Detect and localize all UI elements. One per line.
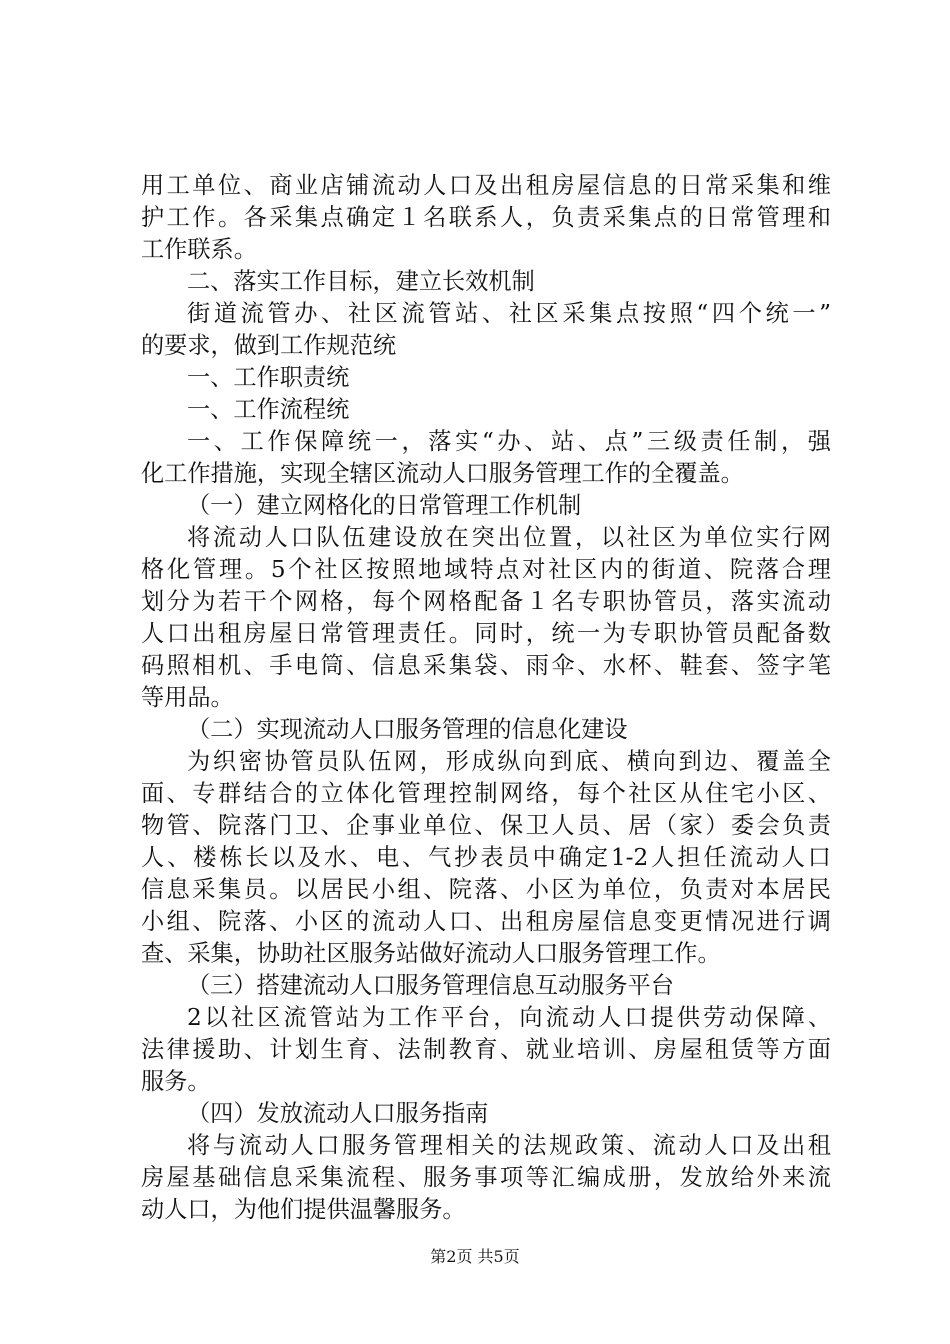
paragraph bbox=[141, 362, 831, 394]
text-line: 物管、院落门卫、企事业单位、保卫人员、居（家）委会负责 bbox=[141, 812, 831, 839]
text-line: 小组、院落、小区的流动人口、出租房屋信息变更情况进行调 bbox=[141, 908, 831, 935]
text-line: 2以社区流管站为工作平台，向流动人口提供劳动保障、 bbox=[187, 1004, 831, 1031]
text-line: （一）建立网格化的日常管理工作机制 bbox=[187, 492, 582, 519]
text-line: （二）实现流动人口服务管理的信息化建设 bbox=[187, 716, 628, 743]
text-line: 动人口，为他们提供温馨服务。 bbox=[141, 1196, 466, 1223]
text-line: 护工作。各采集点确定１名联系人，负责采集点的日常管理和 bbox=[141, 204, 831, 231]
page-number-footer: 第2页 共5页 bbox=[430, 1247, 520, 1266]
text-line: 化工作措施，实现全辖区流动人口服务管理工作的全覆盖。 bbox=[141, 460, 744, 487]
text-line: 法律援助、计划生育、法制教育、就业培训、房屋租赁等方面 bbox=[141, 1036, 831, 1063]
paragraph bbox=[141, 170, 831, 266]
text-line: 房屋基础信息采集流程、服务事项等汇编成册，发放给外来流 bbox=[141, 1164, 831, 1191]
paragraph bbox=[141, 1130, 831, 1226]
text-line: 划分为若干个网格，每个网格配备１名专职协管员，落实流动 bbox=[141, 588, 831, 615]
text-line: 码照相机、手电筒、信息采集袋、雨伞、水杯、鞋套、签字笔 bbox=[141, 652, 831, 679]
text-line: 为织密协管员队伍网，形成纵向到底、横向到边、覆盖全 bbox=[187, 748, 831, 775]
text-line: 服务。 bbox=[141, 1068, 211, 1095]
text-line: 用工单位、商业店铺流动人口及出租房屋信息的日常采集和维 bbox=[141, 172, 831, 199]
text-line: 将与流动人口服务管理相关的法规政策、流动人口及出租 bbox=[187, 1132, 831, 1159]
section-heading bbox=[141, 266, 831, 298]
text-line: 信息采集员。以居民小组、院落、小区为单位，负责对本居民 bbox=[141, 876, 831, 903]
document-body bbox=[141, 170, 831, 1226]
text-line: 格化管理。5个社区按照地域特点对社区内的街道、院落合理 bbox=[141, 556, 831, 583]
subsection-heading bbox=[141, 970, 831, 1002]
paragraph bbox=[141, 746, 831, 970]
text-line: 的要求，做到工作规范统 bbox=[141, 332, 397, 359]
subsection-heading bbox=[141, 714, 831, 746]
text-line: 人口出租房屋日常管理责任。同时，统一为专职协管员配备数 bbox=[141, 620, 831, 647]
text-line: 街道流管办、社区流管站、社区采集点按照“四个统一” bbox=[187, 300, 831, 327]
text-line: 将流动人口队伍建设放在突出位置，以社区为单位实行网 bbox=[187, 524, 831, 551]
subsection-heading bbox=[141, 490, 831, 522]
subsection-heading bbox=[141, 1098, 831, 1130]
text-line: （三）搭建流动人口服务管理信息互动服务平台 bbox=[187, 972, 674, 999]
paragraph bbox=[141, 1002, 831, 1098]
paragraph bbox=[141, 298, 831, 362]
paragraph bbox=[141, 426, 831, 490]
text-line: 查、采集，协助社区服务站做好流动人口服务管理工作。 bbox=[141, 940, 721, 967]
text-line: 工作联系。 bbox=[141, 236, 257, 263]
text-line: 二、落实工作目标，建立长效机制 bbox=[187, 268, 535, 295]
paragraph bbox=[141, 522, 831, 714]
text-line: 一、工作流程统 bbox=[187, 396, 350, 423]
text-line: 一、工作保障统一，落实“办、站、点”三级责任制，强 bbox=[187, 428, 831, 455]
text-line: 人、楼栋长以及水、电、气抄表员中确定1-2人担任流动人口 bbox=[141, 844, 831, 871]
paragraph bbox=[141, 394, 831, 426]
text-line: 面、专群结合的立体化管理控制网络，每个社区从住宅小区、 bbox=[141, 780, 831, 807]
text-line: （四）发放流动人口服务指南 bbox=[187, 1100, 489, 1127]
text-line: 等用品。 bbox=[141, 684, 234, 711]
text-line: 一、工作职责统 bbox=[187, 364, 350, 391]
